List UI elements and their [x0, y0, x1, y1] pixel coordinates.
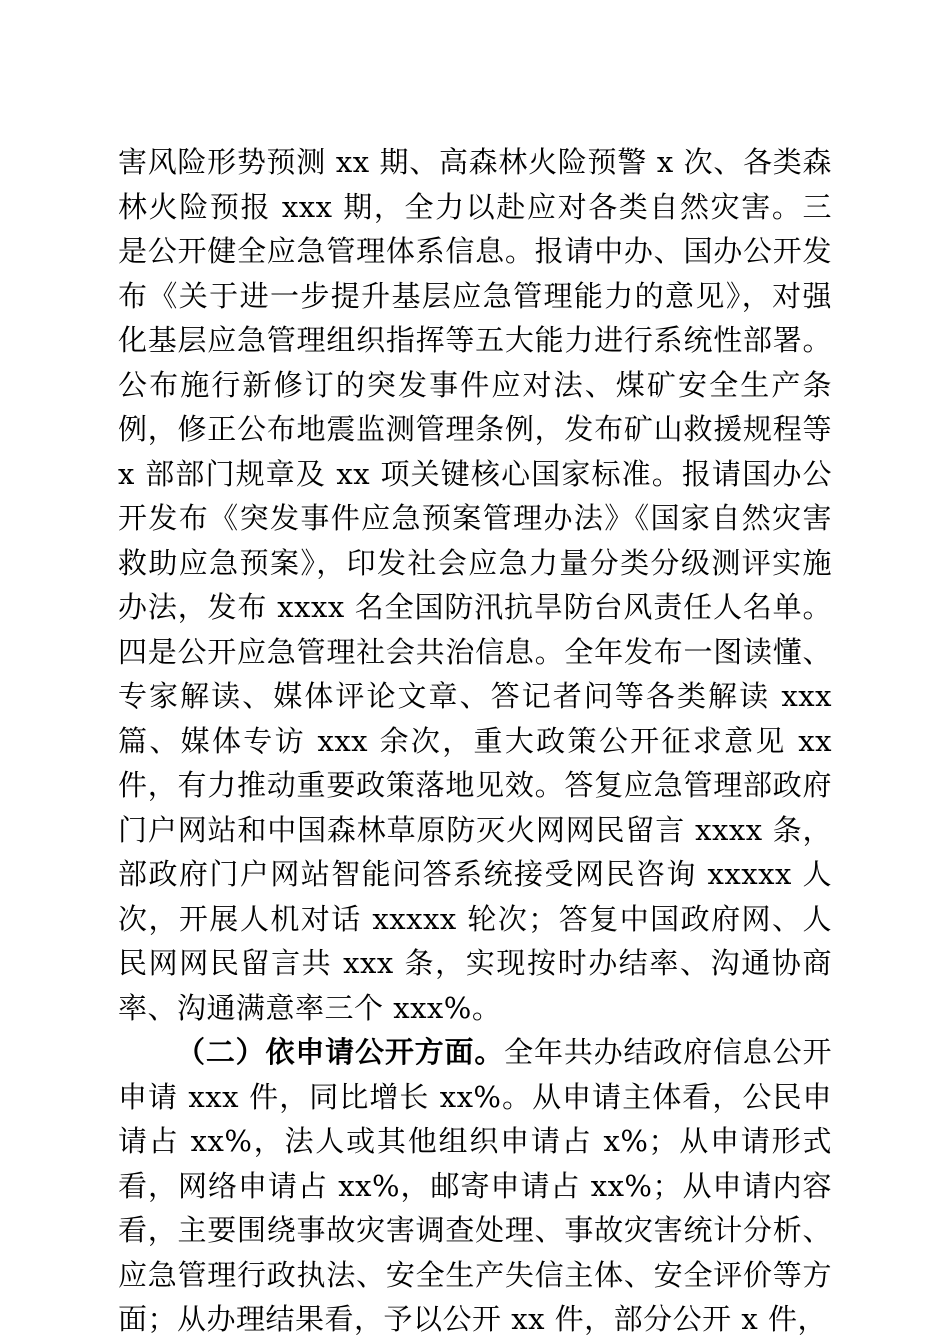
section-two-heading: （二）依申请公开方面。: [176, 1035, 505, 1069]
document-body: [118, 140, 832, 1342]
paragraph-continuation: [118, 140, 832, 1030]
paragraph-continuation-text: 害风险形势预测 xx 期、高森林火险预警 x 次、各类森林火险预报 xxx 期，全力以赴应对各类自然灾害。三是公开健全应急管理体系信息。报请中办、国办公开发布《关于进一步提升基层应急管理能力的意见》，对强化基层应急管理组织指挥等五大能力进行系统性部署。公布施行新修订的突发事件应对法、煤矿安全生产条例，修正公布地震监测管理条例，发布矿山救援规程等 x 部部门规章及 xx 项关键核心国家标准。报请国办公开发布《突发事件应急预案管理办法》《国家自然灾害救助应急预案》，印发社会应急力量分类分级测评实施办法，发布 xxxx 名全国防汛抗旱防台风责任人名单。四是公开应急管理社会共治信息。全年发布一图读懂、专家解读、媒体评论文章、答记者问等各类解读 xxx 篇、媒体专访 xxx 余次，重大政策公开征求意见 xx 件，有力推动重要政策落地见效。答复应急管理部政府门户网站和中国森林草原防灭火网网民留言 xxxx 条，部政府门户网站智能问答系统接受网民咨询 xxxxx 人次，开展人机对话 xxxxx 轮次；答复中国政府网、人民网网民留言共 xxx 条，实现按时办结率、沟通协商率、沟通满意率三个 xxx%。: [118, 145, 832, 1025]
paragraph-section-two: [118, 1030, 832, 1342]
section-two-body-text: 全年共办结政府信息公开申请 xxx 件，同比增长 xx%。从申请主体看，公民申请占 xx%，法人或其他组织申请占 x%；从申请形式看，网络申请占 xx%，邮寄申请占 xx%；从申请内容看，主要围绕事故灾害调查处理、事故灾害统计分析、应急管理行政执法、安全生产失信主体、安全评价等方面；从办理结果看，予以公开 xx 件，部分公开 x 件，: [118, 1035, 832, 1336]
